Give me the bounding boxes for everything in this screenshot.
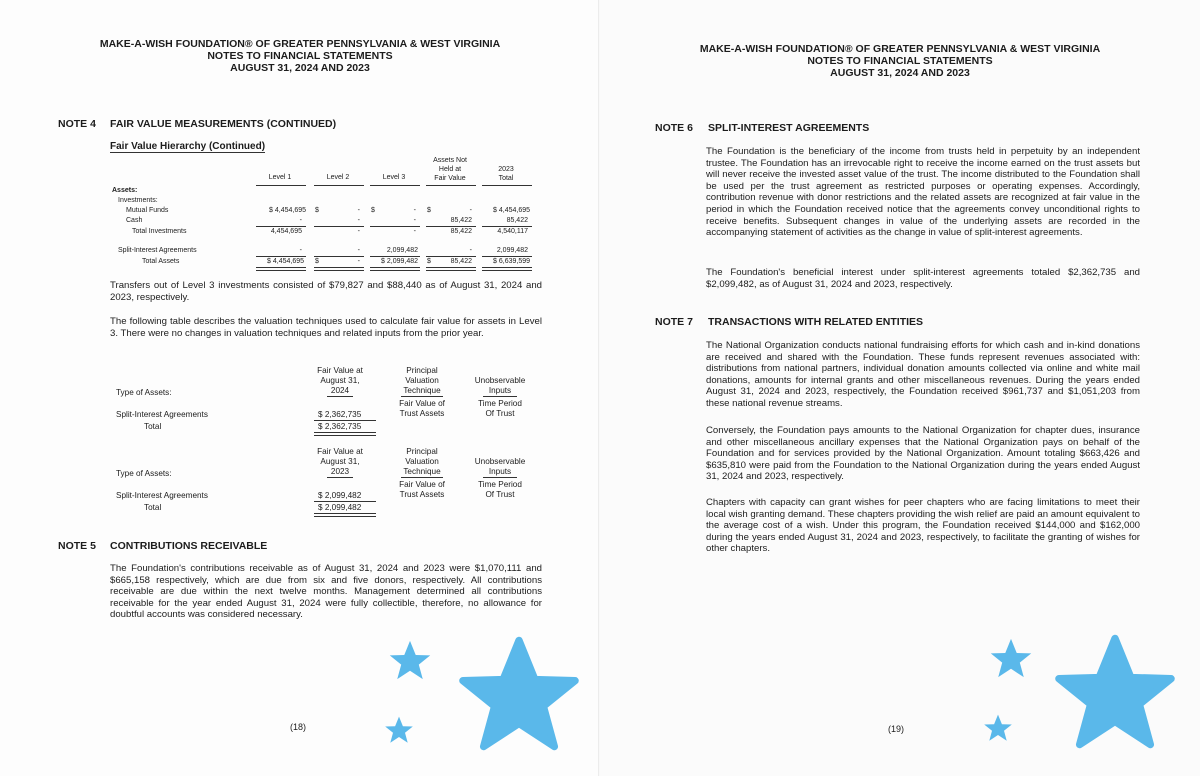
investments-label: Investments: xyxy=(118,197,158,204)
technique-header: Principal Valuation Technique xyxy=(403,447,441,476)
cell-split-l1: - xyxy=(299,247,302,254)
cell-cash-l3: - xyxy=(413,217,416,224)
row-label-cash: Cash xyxy=(126,217,143,224)
header-subtitle: NOTES TO FINANCIAL STATEMENTS xyxy=(807,55,993,67)
col-header-notheld: Assets Not Held at Fair Value xyxy=(433,157,467,182)
note7-title: TRANSACTIONS WITH RELATED ENTITIES xyxy=(708,316,924,328)
cell-cash-nh: 85,422 xyxy=(450,217,472,224)
page-number: (19) xyxy=(888,724,905,734)
fv-value: $ 2,099,482 xyxy=(318,491,362,500)
cell-split-nh: - xyxy=(469,247,472,254)
row-label-mutual-funds: Mutual Funds xyxy=(126,207,169,214)
cell-mutual-l3: - xyxy=(413,207,416,214)
cell-mutual-total: $ 4,454,695 xyxy=(493,207,530,214)
cell-totinv-l1: 4,454,695 xyxy=(270,228,302,235)
row-technique: Fair Value of Trust Assets xyxy=(399,399,445,418)
cell-mutual-l2-sign: $ xyxy=(315,207,319,214)
cell-cash-l1: - xyxy=(299,217,302,224)
col-header-total: 2023 Total xyxy=(498,166,514,182)
col-header-level1: Level 1 xyxy=(268,174,292,181)
row-label-split-interest: Split-Interest Agreements xyxy=(116,410,208,419)
type-of-assets-label: Type of Assets: xyxy=(116,388,172,397)
star-decoration-icon xyxy=(458,638,580,760)
type-of-assets-label: Type of Assets: xyxy=(116,469,172,478)
note5-number: NOTE 5 xyxy=(58,540,96,552)
technique-header: Principal Valuation Technique xyxy=(403,366,441,395)
cell-totassets-l2: - xyxy=(357,258,360,265)
cell-totassets-l3: $ 2,099,482 xyxy=(381,258,418,265)
star-decoration-icon xyxy=(1054,636,1176,758)
note4-title: FAIR VALUE MEASUREMENTS (CONTINUED) xyxy=(110,118,337,130)
row-label-total-investments: Total Investments xyxy=(132,228,187,235)
page-header xyxy=(40,38,560,74)
cell-totassets-nh: 85,422 xyxy=(450,258,472,265)
cell-totinv-total: 4,540,117 xyxy=(497,228,528,235)
note7-paragraph-3: Chapters with capacity can grant wishes for peer chapters who are facing limitations to meet their local wish granting demand. These chapters providing the wish relief are paid an amount equivalent to the average cost of a wish. Under this program, the Foundation received $144,000 and $162,000 during the years ended August 31, 2024 and 2023, respectively, to facilitate the granting of wishes for other chapters. xyxy=(706,497,1140,555)
row-input: Time Period Of Trust xyxy=(478,399,522,418)
cell-split-l2: - xyxy=(357,247,360,254)
note5-title: CONTRIBUTIONS RECEIVABLE xyxy=(110,540,268,552)
cell-cash-l2: - xyxy=(357,217,360,224)
note6-paragraph-2: The Foundation's beneficial interest under split-interest agreements totaled $2,362,735 and $2,099,482, as of August 31, 2024 and 2023, respectively. xyxy=(706,267,1140,290)
right-page xyxy=(600,0,1200,776)
star-decoration-icon xyxy=(388,640,432,684)
row-label-split-interest: Split-Interest Agreements xyxy=(118,247,197,254)
inputs-header: Unobservable Inputs xyxy=(474,457,526,476)
assets-label: Assets: xyxy=(112,187,138,194)
header-org: MAKE-A-WISH FOUNDATION® OF GREATER PENNSYLVANIA & WEST VIRGINIA xyxy=(699,43,1101,55)
header-dates: AUGUST 31, 2024 AND 2023 xyxy=(230,62,370,74)
col-header-level3: Level 3 xyxy=(382,174,406,181)
row-technique: Fair Value of Trust Assets xyxy=(399,480,445,499)
cell-mutual-nh: - xyxy=(469,207,472,214)
row-label-total-assets: Total Assets xyxy=(142,258,180,265)
header-dates: AUGUST 31, 2024 AND 2023 xyxy=(830,67,970,79)
cell-totassets-l2-sign: $ xyxy=(315,258,319,265)
cell-mutual-l3-sign: $ xyxy=(371,207,375,214)
page-header xyxy=(640,43,1160,79)
note7-paragraph-2: Conversely, the Foundation pays amounts to the National Organization for chapter dues, insurance and other miscellaneous ancillary expenses that the National Organization pays on behalf of the Foundation and for services provided by the National Organization. Amount totaling $663,426 and $635,810 were paid from the Foundation to the National Organization during the years ended August 31, 2024 and 2023, respectively. xyxy=(706,425,1140,483)
note4-paragraph-valuation: The following table describes the valuation techniques used to calculate fair value for assets in Level 3. There were no changes in valuation techniques and related inputs from the prior year. xyxy=(110,316,542,339)
total-value: $ 2,099,482 xyxy=(318,503,362,512)
note5-paragraph: The Foundation's contributions receivable as of August 31, 2024 and 2023 were $1,070,111 and $665,158 respectively, which are due from six and five donors, respectively. All contributions receivable are due within the next twelve months. Management determined all contributions receivable for the year ended August 31, 2024 were fully collectible, therefore, no allowance for doubtful accounts was considered necessary. xyxy=(110,563,542,621)
cell-mutual-l2: - xyxy=(357,207,360,214)
total-value: $ 2,362,735 xyxy=(318,422,362,431)
cell-totassets-nh-sign: $ xyxy=(427,258,431,265)
note4-subtitle: Fair Value Hierarchy (Continued) xyxy=(110,141,266,152)
note7-paragraph-1: The National Organization conducts national fundraising efforts for which cash and in-kind donations are received and shared with the Foundation. These funds represent revenues associated with: distributions from national partners, individual donation amounts collected via online and white mail donations, amounts for internal grants and other miscellaneous revenues. During the years ended August 31, 2024 and 2023, respectively, the Foundation received $961,737 and $1,051,203 from these national revenue streams. xyxy=(706,340,1140,409)
star-decoration-icon xyxy=(983,714,1013,744)
note4-paragraph-transfers: Transfers out of Level 3 investments consisted of $79,827 and $88,440 as of August 31, 2024 and 2023, respectively. xyxy=(110,280,542,303)
note4-number: NOTE 4 xyxy=(58,118,96,130)
cell-totinv-nh: 85,422 xyxy=(450,228,472,235)
header-subtitle: NOTES TO FINANCIAL STATEMENTS xyxy=(207,50,393,62)
inputs-header: Unobservable Inputs xyxy=(474,376,526,395)
cell-totinv-l3: - xyxy=(413,228,416,235)
cell-totassets-total: $ 6,639,599 xyxy=(493,258,530,265)
cell-totinv-l2: - xyxy=(357,228,360,235)
note6-paragraph-1: The Foundation is the beneficiary of the income from trusts held in perpetuity by an independent trustee. The Foundation has an irrevocable right to receive the income earned on the trust assets but will never receive the invested asset value of the trust. The income distributed to the Foundation shall be used per the trust agreement as restricted purposes or operating expenses. Accordingly, contribution revenue with donor restrictions and the related assets are recognized at fair value in the period in which the Foundation received notice that the agreements convey unconditional rights to receive benefits. Subsequent changes in value of the underlying assets are recorded in the accompanying statement of activities as the change in value of split-interest agreements. xyxy=(706,146,1140,239)
note6-number: NOTE 6 xyxy=(655,122,693,134)
cell-split-total: 2,099,482 xyxy=(496,247,528,254)
cell-totassets-l1: $ 4,454,695 xyxy=(267,258,304,265)
row-input: Time Period Of Trust xyxy=(478,480,522,499)
star-decoration-icon xyxy=(989,638,1033,682)
cell-cash-total: 85,422 xyxy=(506,217,528,224)
col-header-level2: Level 2 xyxy=(326,174,350,181)
total-label: Total xyxy=(144,503,162,512)
fv-header: Fair Value at August 31, 2024 xyxy=(317,366,363,395)
cell-mutual-nh-sign: $ xyxy=(427,207,431,214)
fv-header: Fair Value at August 31, 2023 xyxy=(317,447,363,476)
star-decoration-icon xyxy=(384,716,414,746)
cell-mutual-l1: $ 4,454,695 xyxy=(269,207,306,214)
row-label-split-interest: Split-Interest Agreements xyxy=(116,491,208,500)
page-number: (18) xyxy=(290,722,307,732)
fv-value: $ 2,362,735 xyxy=(318,410,362,419)
note7-number: NOTE 7 xyxy=(655,316,693,328)
note6-title: SPLIT-INTEREST AGREEMENTS xyxy=(708,122,870,134)
header-org: MAKE-A-WISH FOUNDATION® OF GREATER PENNSYLVANIA & WEST VIRGINIA xyxy=(99,38,501,50)
cell-split-l3: 2,099,482 xyxy=(386,247,418,254)
total-label: Total xyxy=(144,422,162,431)
